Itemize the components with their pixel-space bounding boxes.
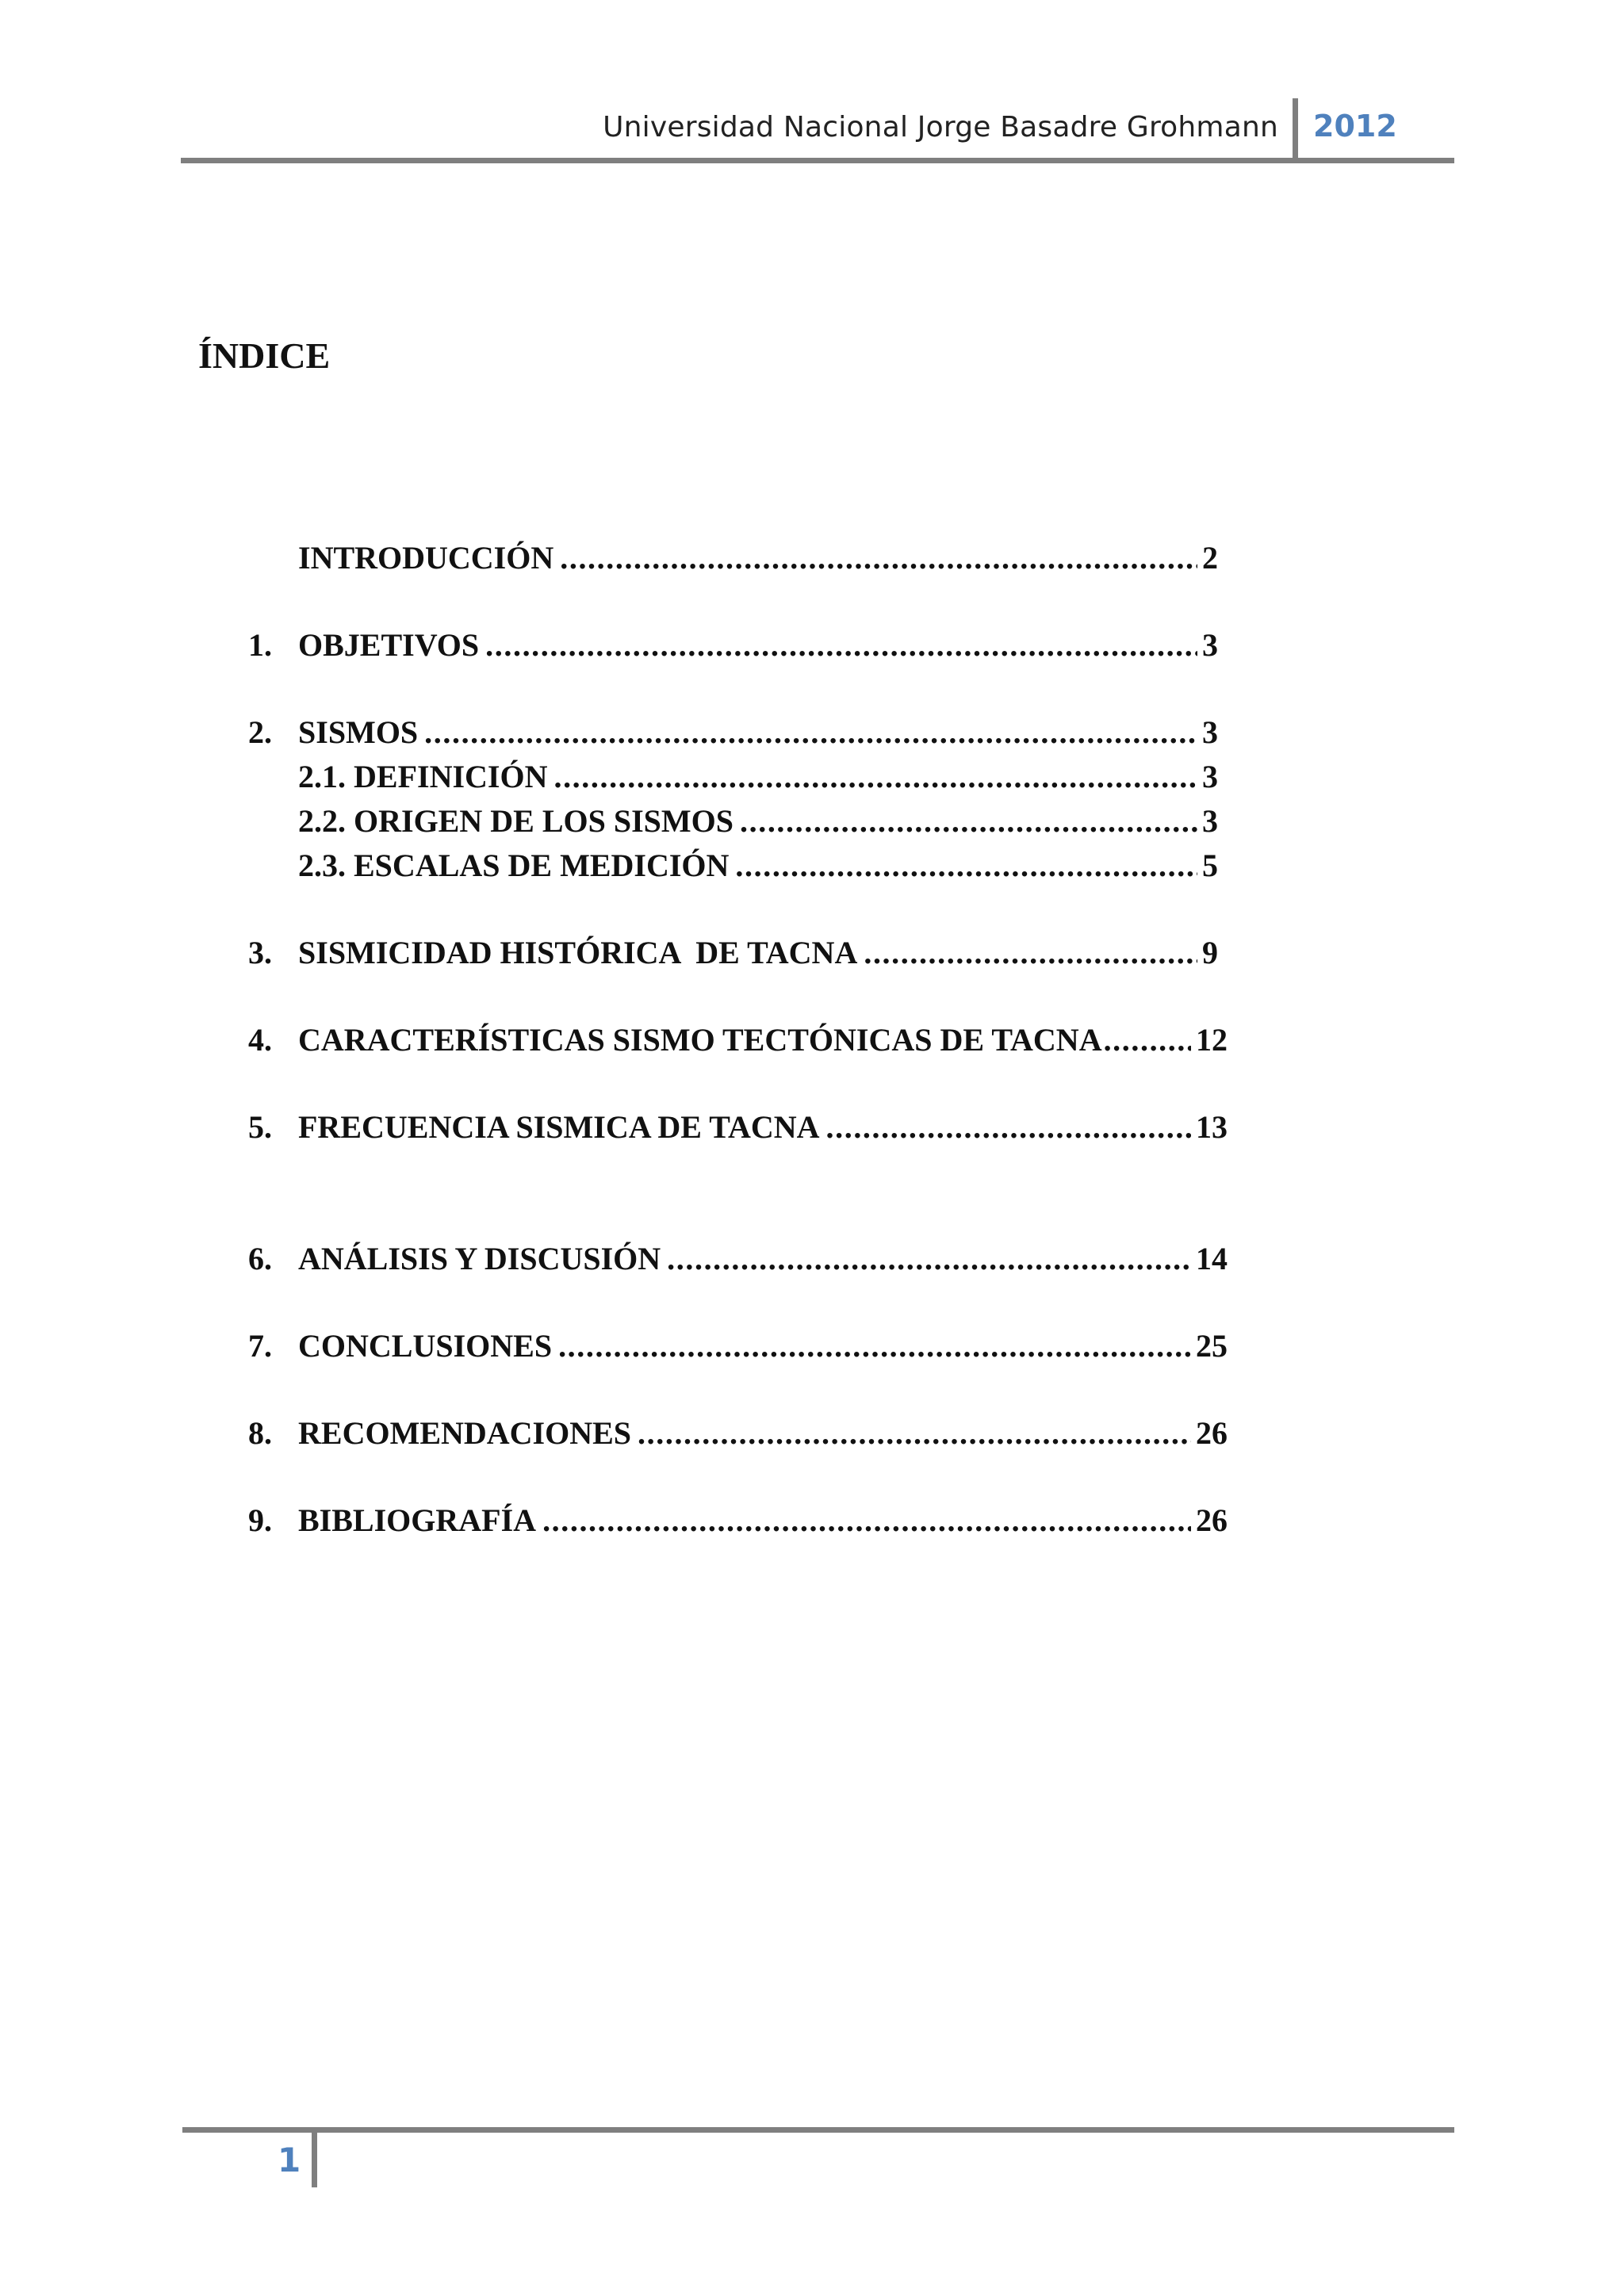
toc-entry-number: 2. [248, 714, 272, 750]
toc-entry-page: 13 [1196, 1109, 1228, 1145]
toc-entry-label: 2.1. DEFINICIÓN [298, 759, 548, 794]
toc-entry-page: 5 [1202, 848, 1218, 883]
toc-entry-objetivos[interactable] [248, 626, 1218, 666]
toc-entry-frecuencia-sismica[interactable] [248, 1108, 1228, 1148]
toc-dot-leader [864, 934, 1197, 971]
toc-dot-leader [1104, 1021, 1191, 1058]
toc-entry-page: 9 [1202, 935, 1218, 970]
toc-entry-page: 3 [1202, 759, 1218, 794]
header-university-name: Universidad Nacional Jorge Basadre Grohmann [603, 111, 1278, 144]
toc-dot-leader [638, 1414, 1191, 1452]
toc-entry-page: 3 [1202, 803, 1218, 839]
toc-entry-number: 5. [248, 1109, 272, 1145]
toc-entry-number: 6. [248, 1241, 272, 1276]
toc-entry-conclusiones[interactable] [248, 1327, 1228, 1367]
toc-entry-page: 12 [1196, 1022, 1228, 1058]
toc-entry-number: 8. [248, 1415, 272, 1451]
toc-entry-sismos[interactable] [248, 714, 1218, 753]
toc-entry-label: FRECUENCIA SISMICA DE TACNA [298, 1109, 820, 1145]
toc-dot-leader [558, 1327, 1191, 1364]
toc-entry-label: 2.2. ORIGEN DE LOS SISMOS [298, 803, 734, 839]
toc-entry-page: 2 [1202, 540, 1218, 576]
toc-entry-analisis-y-discusion[interactable] [248, 1240, 1228, 1280]
toc-entry-label: 2.3. ESCALAS DE MEDICIÓN [298, 848, 730, 883]
toc-entry-recomendaciones[interactable] [248, 1414, 1228, 1454]
toc-entry-page: 26 [1196, 1502, 1228, 1538]
toc-dot-leader [424, 714, 1197, 751]
toc-entry-caracteristicas-sismo-tectonicas[interactable] [248, 1021, 1228, 1061]
toc-entry-label: BIBLIOGRAFÍA [298, 1502, 537, 1538]
toc-entry-page: 14 [1196, 1241, 1228, 1276]
toc-entry-page: 3 [1202, 627, 1218, 663]
toc-entry-label: ANÁLISIS Y DISCUSIÓN [298, 1241, 661, 1276]
toc-dot-leader [560, 539, 1197, 576]
toc-entry-bibliografia[interactable] [248, 1502, 1228, 1541]
page-footer [182, 2127, 1454, 2191]
toc-entry-introduccion[interactable] [298, 539, 1218, 579]
toc-dot-leader [826, 1108, 1191, 1146]
toc-entry-page: 26 [1196, 1415, 1228, 1451]
toc-entry-number: 9. [248, 1502, 272, 1538]
toc-entry-number: 1. [248, 627, 272, 663]
toc-entry-number: 3. [248, 935, 272, 970]
header-year: 2012 [1313, 109, 1397, 144]
toc-dot-leader [735, 847, 1197, 884]
toc-entry-sismicidad-historica[interactable] [248, 934, 1218, 974]
toc-entry-origen-de-los-sismos[interactable] [298, 802, 1218, 842]
toc-dot-leader [542, 1502, 1191, 1539]
toc-entry-label: SISMOS [298, 714, 419, 750]
toc-entry-label: OBJETIVOS [298, 627, 480, 663]
toc-entry-label: CARACTERÍSTICAS SISMO TECTÓNICAS DE TACNA [298, 1022, 1102, 1058]
toc-entry-label: INTRODUCCIÓN [298, 540, 554, 576]
page-title: ÍNDICE [198, 335, 331, 376]
toc-entry-label: CONCLUSIONES [298, 1328, 553, 1364]
toc-dot-leader [740, 802, 1197, 840]
toc-entry-definicion[interactable] [298, 758, 1218, 798]
toc-entry-label: RECOMENDACIONES [298, 1415, 632, 1451]
toc-entry-number: 4. [248, 1022, 272, 1058]
footer-rule [182, 2127, 1454, 2133]
toc-entry-page: 25 [1196, 1328, 1228, 1364]
footer-divider [312, 2127, 317, 2187]
toc-dot-leader [667, 1240, 1191, 1277]
footer-page-number: 1 [278, 2141, 301, 2179]
toc-dot-leader [485, 626, 1197, 664]
toc-entry-label: SISMICIDAD HISTÓRICA DE TACNA [298, 935, 858, 970]
toc-entry-page: 3 [1202, 714, 1218, 750]
toc-entry-escalas-de-medicion[interactable] [298, 847, 1218, 886]
toc-entry-number: 7. [248, 1328, 272, 1364]
toc-dot-leader [553, 758, 1197, 795]
